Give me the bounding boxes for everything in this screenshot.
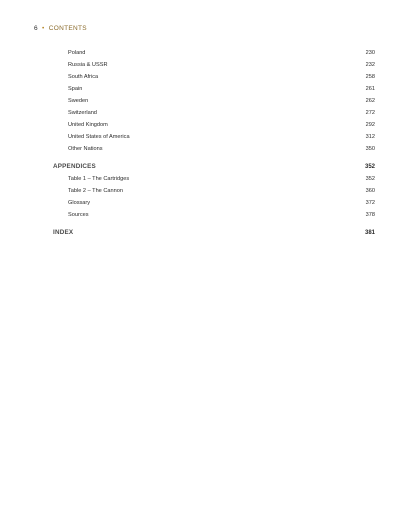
toc-entry-spain[interactable] (0, 84, 416, 94)
toc-entry-switzerland[interactable] (0, 108, 416, 118)
toc-section-appendices[interactable] (0, 162, 416, 172)
toc-entry-label: Russia & USSR (68, 62, 108, 68)
toc-entry-page: 232 (365, 62, 375, 68)
toc-entry-page: 262 (365, 98, 375, 104)
toc-entry-label: South Africa (68, 74, 99, 80)
toc-entry-page: 352 (365, 176, 375, 182)
toc-entry-russia-ussr[interactable] (0, 60, 416, 70)
toc-entry-poland[interactable] (0, 48, 416, 58)
separator-bullet: • (42, 25, 45, 32)
toc-entry-south-africa[interactable] (0, 72, 416, 82)
page-number: 6 (34, 25, 38, 32)
toc-entry-united-kingdom[interactable] (0, 120, 416, 130)
toc-entry-page: 230 (365, 50, 375, 56)
toc-entry-table-1[interactable] (0, 174, 416, 184)
toc-entry-page: 360 (365, 188, 375, 194)
toc-entry-page: 272 (365, 110, 375, 116)
toc-entry-label: Table 1 – The Cartridges (68, 176, 130, 182)
toc-entry-united-states[interactable] (0, 132, 416, 142)
toc-entry-label: United Kingdom (68, 122, 108, 128)
toc-entry-label: Spain (68, 86, 83, 92)
toc-entry-page: 372 (365, 200, 375, 206)
toc-entry-label: Sweden (68, 98, 89, 104)
toc-entry-page: 261 (365, 86, 375, 92)
toc-entry-glossary[interactable] (0, 198, 416, 208)
toc-entry-page: 350 (365, 146, 375, 152)
toc-entry-label: Other Nations (68, 146, 103, 152)
toc-entry-other-nations[interactable] (0, 144, 416, 154)
toc-entry-page: 378 (365, 212, 375, 218)
toc-section-index[interactable] (0, 228, 416, 238)
toc-entry-label: Poland (68, 50, 86, 56)
toc-entry-label: United States of America (68, 134, 130, 140)
section-title: CONTENTS (48, 25, 87, 32)
toc-entry-sweden[interactable] (0, 96, 416, 106)
toc-section-label: APPENDICES (53, 163, 96, 170)
toc-section-page: 352 (364, 164, 375, 170)
toc-entry-label: Glossary (68, 200, 91, 206)
toc-entry-label: Sources (68, 212, 89, 218)
toc-entry-table-2[interactable] (0, 186, 416, 196)
toc-entry-page: 292 (365, 122, 375, 128)
toc-entry-page: 258 (365, 74, 375, 80)
toc-entry-label: Switzerland (68, 110, 97, 116)
toc-entry-page: 312 (365, 134, 375, 140)
toc-entry-label: Table 2 – The Cannon (68, 188, 123, 194)
toc-section-label: INDEX (53, 229, 74, 236)
toc-entry-sources[interactable] (0, 210, 416, 220)
toc-section-page: 381 (364, 230, 375, 236)
